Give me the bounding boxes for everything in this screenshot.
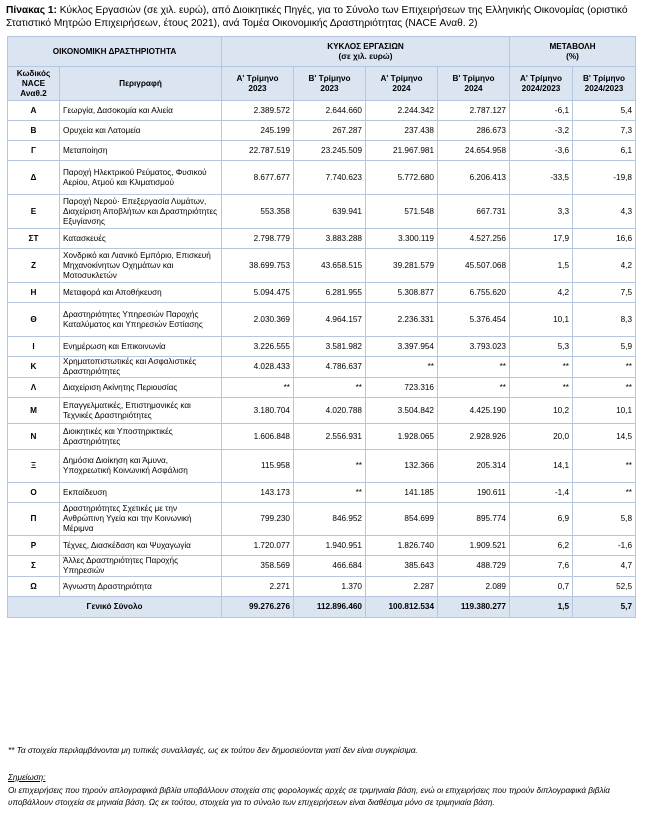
cell-q2-2024: 4.425.190 — [438, 398, 510, 424]
cell-q2-2024: 205.314 — [438, 450, 510, 483]
cell-q1-2024: 141.185 — [366, 483, 438, 503]
cell-q2-2024: ** — [438, 357, 510, 378]
cell-code: Ι — [8, 337, 60, 357]
cell-chg-q1: 14,1 — [510, 450, 573, 483]
cell-q2-2024: 6.206.413 — [438, 161, 510, 195]
table-row — [8, 483, 636, 503]
cell-chg-q2: 5,9 — [573, 337, 636, 357]
cell-chg-q1: ** — [510, 378, 573, 398]
cell-q2-2024: 2.928.926 — [438, 424, 510, 450]
cell-q1-2024: 723.316 — [366, 378, 438, 398]
cell-q2-2024: 1.909.521 — [438, 536, 510, 556]
header-code: Κωδικός NACE Αναθ.2 — [8, 67, 60, 101]
cell-chg-q1: -3,6 — [510, 141, 573, 161]
cell-q2-2023: 639.941 — [294, 195, 366, 229]
cell-code: Ε — [8, 195, 60, 229]
cell-chg-q2: ** — [573, 450, 636, 483]
header-q1-2024: Α' Τρίμηνο 2024 — [366, 67, 438, 101]
cell-q1-2023: 3.180.704 — [222, 398, 294, 424]
cell-q2-2024: 45.507.068 — [438, 249, 510, 283]
cell-q1-2024: 3.504.842 — [366, 398, 438, 424]
cell-desc: Χρηματοπιστωτικές και Ασφαλιστικές Δραστηριότητες — [60, 357, 222, 378]
cell-chg-q1: 4,2 — [510, 283, 573, 303]
header-change-q1: Α' Τρίμηνο 2024/2023 — [510, 67, 573, 101]
cell-q1-2023: 2.030.369 — [222, 303, 294, 337]
table-row — [8, 283, 636, 303]
header-change-group: ΜΕΤΑΒΟΛΗ (%) — [510, 37, 636, 67]
cell-code: Ο — [8, 483, 60, 503]
cell-desc: Μεταφορά και Αποθήκευση — [60, 283, 222, 303]
cell-code: Α — [8, 101, 60, 121]
caption-text: Κύκλος Εργασιών (σε χιλ. ευρώ), από Διοικητικές Πηγές, για το Σύνολο των Επιχειρήσεων της Ελληνικής Οικονομίας (οριστικό Στατιστικό Μητρώο Επιχειρήσεων, έτους 2021), ανά Τομέα Οικονομικής Δραστηριότητας (NACE Αναθ. 2) — [6, 5, 628, 29]
cell-desc: Εκπαίδευση — [60, 483, 222, 503]
table-row — [8, 357, 636, 378]
cell-q1-2023: 2.798.779 — [222, 229, 294, 249]
header-activity-group: ΟΙΚΟΝΟΜΙΚΗ ΔΡΑΣΤΗΡΙΟΤΗΤΑ — [8, 37, 222, 67]
cell-code: Ξ — [8, 450, 60, 483]
cell-chg-q1: 17,9 — [510, 229, 573, 249]
cell-chg-q2: 5,4 — [573, 101, 636, 121]
footnote: ** Τα στοιχεία περιλαμβάνονται μη τυπικές συναλλαγές, ως εκ τούτου δεν δημοσιεύονται γιατί δεν είναι συγκρίσιμα. — [8, 746, 418, 755]
cell-chg-q1: -3,2 — [510, 121, 573, 141]
table-caption — [6, 4, 651, 30]
total-q2-2023: 112.896.460 — [294, 597, 366, 618]
cell-q1-2024: 571.548 — [366, 195, 438, 229]
cell-q1-2023: 22.787.519 — [222, 141, 294, 161]
table-row — [8, 121, 636, 141]
cell-chg-q1: 20,0 — [510, 424, 573, 450]
cell-chg-q1: 6,2 — [510, 536, 573, 556]
cell-q1-2023: 1.720.077 — [222, 536, 294, 556]
cell-q2-2024: 3.793.023 — [438, 337, 510, 357]
cell-q1-2023: 4.028.433 — [222, 357, 294, 378]
cell-chg-q2: 16,6 — [573, 229, 636, 249]
cell-q2-2024: 488.729 — [438, 556, 510, 577]
cell-code: Ν — [8, 424, 60, 450]
cell-q2-2024: 2.089 — [438, 577, 510, 597]
cell-q2-2024: 286.673 — [438, 121, 510, 141]
total-label: Γενικό Σύνολο — [8, 597, 222, 618]
cell-q1-2024: 5.772.680 — [366, 161, 438, 195]
cell-q1-2024: 39.281.579 — [366, 249, 438, 283]
cell-q2-2023: 2.556.931 — [294, 424, 366, 450]
table-row — [8, 303, 636, 337]
cell-q1-2023: 2.389.572 — [222, 101, 294, 121]
cell-q2-2024: 24.654.958 — [438, 141, 510, 161]
cell-q1-2023: 115.958 — [222, 450, 294, 483]
cell-code: Κ — [8, 357, 60, 378]
header-description: Περιγραφή — [60, 67, 222, 101]
table-row — [8, 229, 636, 249]
cell-q2-2024: 6.755.620 — [438, 283, 510, 303]
cell-q2-2024: 895.774 — [438, 503, 510, 536]
cell-desc: Κατασκευές — [60, 229, 222, 249]
table-row — [8, 398, 636, 424]
cell-q2-2024: 667.731 — [438, 195, 510, 229]
cell-code: ΣΤ — [8, 229, 60, 249]
cell-desc: Μεταποίηση — [60, 141, 222, 161]
table-row — [8, 378, 636, 398]
cell-chg-q1: 5,3 — [510, 337, 573, 357]
header-q2-2023: Β' Τρίμηνο 2023 — [294, 67, 366, 101]
cell-q1-2023: ** — [222, 378, 294, 398]
cell-q2-2023: 2.644.660 — [294, 101, 366, 121]
cell-chg-q2: 14,5 — [573, 424, 636, 450]
cell-q2-2023: ** — [294, 378, 366, 398]
cell-chg-q2: 8,3 — [573, 303, 636, 337]
cell-chg-q2: ** — [573, 357, 636, 378]
table-row — [8, 101, 636, 121]
notes-text: Οι επιχειρήσεις που τηρούν απλογραφικά βιβλία υποβάλλουν στοιχεία στις φορολογικές αρχές σε τριμηνιαία βάση, ενώ οι επιχειρήσεις που τηρούν διπλογραφικά βιβλία υποβάλλουν στοιχεία σε μηνιαία βάση. Ως εκ τούτου, στοιχεία για το σύνολο των επιχειρήσεων είναι διαθέσιμα μόνο σε τριμηνιαία βάση. — [8, 785, 610, 807]
cell-q2-2023: 466.684 — [294, 556, 366, 577]
cell-desc: Ενημέρωση και Επικοινωνία — [60, 337, 222, 357]
cell-chg-q2: 4,7 — [573, 556, 636, 577]
cell-q2-2024: 5.376.454 — [438, 303, 510, 337]
cell-code: Ρ — [8, 536, 60, 556]
cell-desc: Χονδρικό και Λιανικό Εμπόριο, Επισκευή Μηχανοκίνητων Οχημάτων και Μοτοσυκλετών — [60, 249, 222, 283]
notes — [8, 772, 648, 810]
total-q1-2024: 100.812.534 — [366, 597, 438, 618]
cell-q1-2023: 358.569 — [222, 556, 294, 577]
cell-code: Μ — [8, 398, 60, 424]
header-q2-2024: Β' Τρίμηνο 2024 — [438, 67, 510, 101]
cell-q2-2023: 4.786.637 — [294, 357, 366, 378]
cell-q1-2023: 8.677.677 — [222, 161, 294, 195]
cell-chg-q2: -1,6 — [573, 536, 636, 556]
cell-q1-2024: 3.397.954 — [366, 337, 438, 357]
table-row — [8, 195, 636, 229]
cell-q1-2023: 38.699.753 — [222, 249, 294, 283]
cell-q2-2023: 4.964.157 — [294, 303, 366, 337]
cell-chg-q2: 7,5 — [573, 283, 636, 303]
table-row — [8, 503, 636, 536]
table-row — [8, 424, 636, 450]
cell-q2-2023: 4.020.788 — [294, 398, 366, 424]
cell-code: Ζ — [8, 249, 60, 283]
cell-chg-q1: 10,2 — [510, 398, 573, 424]
cell-q1-2024: 1.826.740 — [366, 536, 438, 556]
cell-desc: Δημόσια Διοίκηση και Άμυνα, Υποχρεωτική Κοινωνική Ασφάλιση — [60, 450, 222, 483]
total-q2-2024: 119.380.277 — [438, 597, 510, 618]
total-row — [8, 597, 636, 618]
cell-q1-2024: 21.967.981 — [366, 141, 438, 161]
cell-q1-2024: 385.643 — [366, 556, 438, 577]
cell-q1-2023: 3.226.555 — [222, 337, 294, 357]
caption-label: Πίνακας 1: — [6, 5, 57, 16]
cell-q1-2023: 5.094.475 — [222, 283, 294, 303]
cell-q1-2024: 5.308.877 — [366, 283, 438, 303]
table-row — [8, 450, 636, 483]
cell-q2-2024: 4.527.256 — [438, 229, 510, 249]
cell-chg-q1: -33,5 — [510, 161, 573, 195]
total-chg-q1: 1,5 — [510, 597, 573, 618]
cell-q2-2023: ** — [294, 450, 366, 483]
cell-code: Η — [8, 283, 60, 303]
cell-chg-q2: ** — [573, 378, 636, 398]
cell-q2-2023: ** — [294, 483, 366, 503]
cell-code: Λ — [8, 378, 60, 398]
cell-q1-2024: 2.287 — [366, 577, 438, 597]
table-row — [8, 536, 636, 556]
cell-chg-q1: 3,3 — [510, 195, 573, 229]
turnover-table — [7, 36, 636, 618]
cell-q1-2024: 2.236.331 — [366, 303, 438, 337]
cell-q1-2023: 143.173 — [222, 483, 294, 503]
table-row — [8, 577, 636, 597]
cell-desc: Τέχνες, Διασκέδαση και Ψυχαγωγία — [60, 536, 222, 556]
cell-code: Θ — [8, 303, 60, 337]
cell-q1-2023: 553.358 — [222, 195, 294, 229]
cell-chg-q1: 6,9 — [510, 503, 573, 536]
cell-chg-q2: 5,8 — [573, 503, 636, 536]
cell-code: Σ — [8, 556, 60, 577]
cell-chg-q1: -6,1 — [510, 101, 573, 121]
cell-chg-q1: 1,5 — [510, 249, 573, 283]
total-q1-2023: 99.276.276 — [222, 597, 294, 618]
cell-chg-q2: 10,1 — [573, 398, 636, 424]
cell-chg-q1: -1,4 — [510, 483, 573, 503]
cell-q2-2023: 1.370 — [294, 577, 366, 597]
cell-q1-2024: 237.438 — [366, 121, 438, 141]
cell-q2-2024: 2.787.127 — [438, 101, 510, 121]
cell-q2-2023: 7.740.623 — [294, 161, 366, 195]
cell-desc: Γεωργία, Δασοκομία και Αλιεία — [60, 101, 222, 121]
table-row — [8, 556, 636, 577]
cell-chg-q1: 7,6 — [510, 556, 573, 577]
cell-chg-q2: 6,1 — [573, 141, 636, 161]
cell-chg-q1: 10,1 — [510, 303, 573, 337]
cell-desc: Δραστηριότητες Σχετικές με την Ανθρώπινη Υγεία και την Κοινωνική Μέριμνα — [60, 503, 222, 536]
cell-code: Δ — [8, 161, 60, 195]
cell-q2-2023: 43.658.515 — [294, 249, 366, 283]
cell-q1-2024: 132.366 — [366, 450, 438, 483]
cell-q1-2023: 1.606.848 — [222, 424, 294, 450]
header-change-q2: Β' Τρίμηνο 2024/2023 — [573, 67, 636, 101]
cell-q2-2023: 23.245.509 — [294, 141, 366, 161]
cell-chg-q2: 7,3 — [573, 121, 636, 141]
cell-q2-2023: 267.287 — [294, 121, 366, 141]
cell-q1-2024: ** — [366, 357, 438, 378]
cell-chg-q1: ** — [510, 357, 573, 378]
cell-desc: Άλλες Δραστηριότητες Παροχής Υπηρεσιών — [60, 556, 222, 577]
header-q1-2023: Α' Τρίμηνο 2023 — [222, 67, 294, 101]
cell-q1-2024: 3.300.119 — [366, 229, 438, 249]
cell-desc: Παροχή Νερού· Επεξεργασία Λυμάτων, Διαχείριση Αποβλήτων και Δραστηριότητες Εξυγίανσης — [60, 195, 222, 229]
cell-chg-q2: 52,5 — [573, 577, 636, 597]
cell-q1-2023: 799.230 — [222, 503, 294, 536]
cell-chg-q2: 4,3 — [573, 195, 636, 229]
table-row — [8, 141, 636, 161]
cell-desc: Άγνωστη Δραστηριότητα — [60, 577, 222, 597]
cell-chg-q2: ** — [573, 483, 636, 503]
cell-code: Β — [8, 121, 60, 141]
cell-desc: Δραστηριότητες Υπηρεσιών Παροχής Καταλύματος και Υπηρεσιών Εστίασης — [60, 303, 222, 337]
cell-q2-2024: ** — [438, 378, 510, 398]
cell-code: Π — [8, 503, 60, 536]
cell-desc: Ορυχεία και Λατομεία — [60, 121, 222, 141]
cell-q1-2023: 2.271 — [222, 577, 294, 597]
cell-code: Ω — [8, 577, 60, 597]
cell-desc: Παροχή Ηλεκτρικού Ρεύματος, Φυσικού Αερίου, Ατμού και Κλιματισμού — [60, 161, 222, 195]
cell-q1-2024: 1.928.065 — [366, 424, 438, 450]
cell-code: Γ — [8, 141, 60, 161]
cell-desc: Διοικητικές και Υποστηρικτικές Δραστηριότητες — [60, 424, 222, 450]
cell-q2-2023: 3.883.288 — [294, 229, 366, 249]
cell-q1-2024: 854.699 — [366, 503, 438, 536]
table-row — [8, 337, 636, 357]
notes-title: Σημείωση: — [8, 773, 46, 782]
total-chg-q2: 5,7 — [573, 597, 636, 618]
cell-q2-2023: 3.581.982 — [294, 337, 366, 357]
cell-q1-2024: 2.244.342 — [366, 101, 438, 121]
cell-chg-q2: 4,2 — [573, 249, 636, 283]
cell-q1-2023: 245.199 — [222, 121, 294, 141]
header-turnover-group: ΚΥΚΛΟΣ ΕΡΓΑΣΙΩΝ (σε χιλ. ευρώ) — [222, 37, 510, 67]
cell-q2-2023: 6.281.955 — [294, 283, 366, 303]
table-row — [8, 161, 636, 195]
cell-q2-2024: 190.611 — [438, 483, 510, 503]
table-row — [8, 249, 636, 283]
cell-q2-2023: 846.952 — [294, 503, 366, 536]
cell-q2-2023: 1.940.951 — [294, 536, 366, 556]
cell-desc: Επαγγελματικές, Επιστημονικές και Τεχνικές Δραστηριότητες — [60, 398, 222, 424]
cell-chg-q2: -19,8 — [573, 161, 636, 195]
cell-desc: Διαχείριση Ακίνητης Περιουσίας — [60, 378, 222, 398]
cell-chg-q1: 0,7 — [510, 577, 573, 597]
